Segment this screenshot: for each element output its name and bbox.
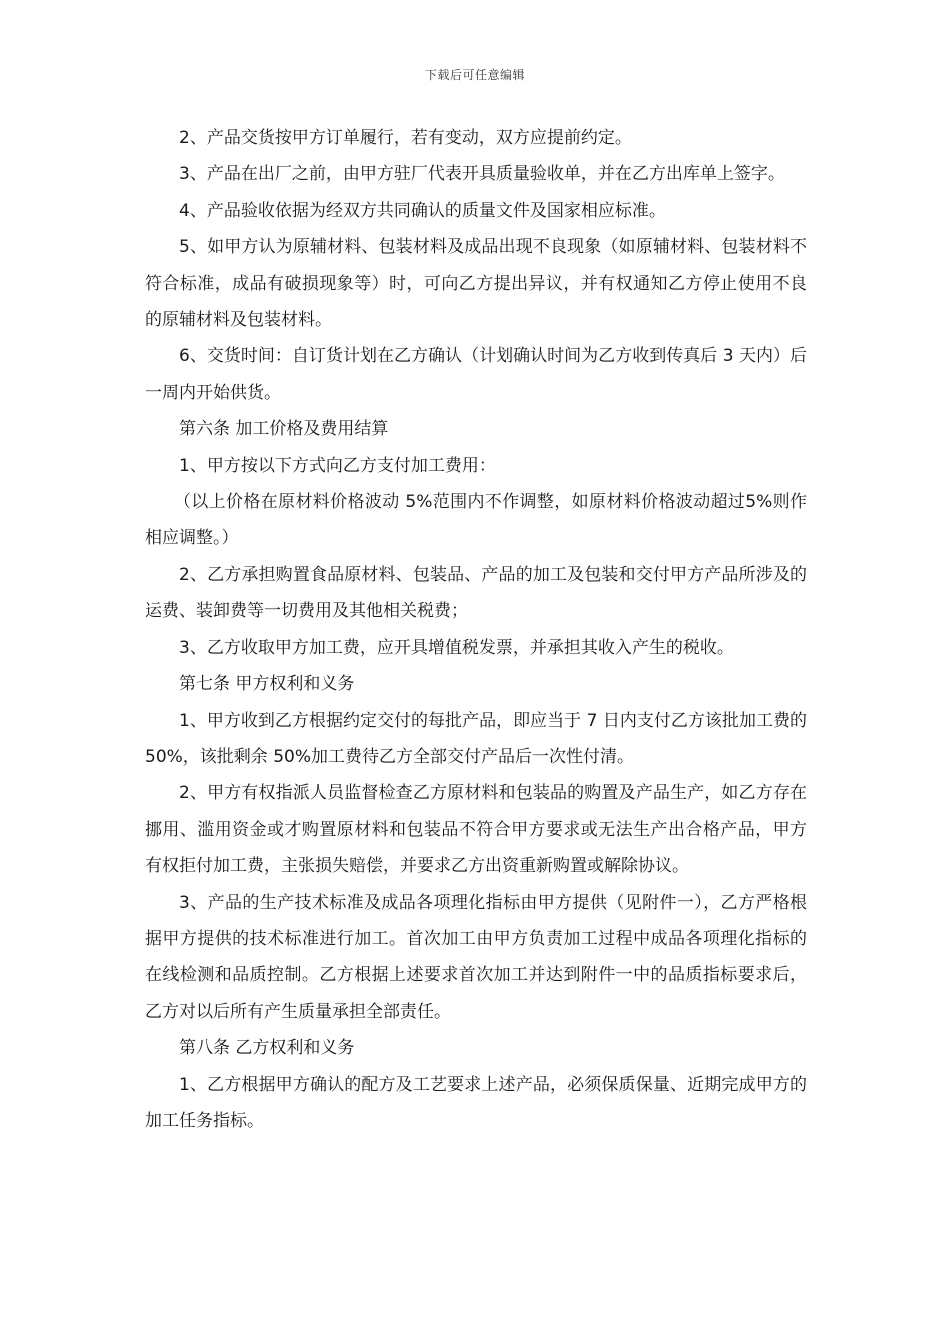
paragraph-supervision-rights: 2、甲方有权指派人员监督检查乙方原材料和包装品的购置及产品生产，如乙方存在挪用、滥用资金或才购置原材料和包装品不符合甲方要求或无法生产出合格产品，甲方有权拒付加工费，主张损失赔偿，并要求乙方出资重新购置或解除协议。 — [145, 783, 807, 877]
paragraph-delivery-time: 6、交货时间：自订货计划在乙方确认（计划确认时间为乙方收到传真后 3 天内）后一周内开始供货。 — [145, 346, 807, 403]
section-heading-article-7: 第七条 甲方权利和义务 — [179, 674, 355, 695]
paragraph-price-adjustment-note: （以上价格在原材料价格波动 5%范围内不作调整，如原材料价格波动超过5%则作相应调整。） — [145, 492, 807, 549]
section-heading-article-6: 第六条 加工价格及费用结算 — [179, 419, 389, 440]
paragraph-acceptance-basis: 4、产品验收依据为经双方共同确认的质量文件及国家相应标准。 — [179, 200, 666, 221]
document-body — [145, 120, 813, 1139]
paragraph-defect-objection: 5、如甲方认为原辅材料、包装材料及成品出现不良现象（如原辅材料、包装材料不符合标准，成品有破损现象等）时，可向乙方提出异议，并有权通知乙方停止使用不良的原辅材料及包装材料。 — [145, 237, 807, 331]
paragraph-technical-standards: 3、产品的生产技术标准及成品各项理化指标由甲方提供（见附件一），乙方严格根据甲方提供的技术标准进行加工。首次加工由甲方负责加工过程中成品各项理化指标的在线检测和品质控制。乙方根据上述要求首次加工并达到附件一中的品质指标要求后，乙方对以后所有产生质量承担全部责任。 — [145, 892, 807, 1022]
paragraph-payment-method: 1、甲方按以下方式向乙方支付加工费用： — [179, 455, 496, 476]
section-heading-article-8: 第八条 乙方权利和义务 — [179, 1038, 355, 1059]
paragraph-production-obligation: 1、乙方根据甲方确认的配方及工艺要求上述产品，必须保质保量、近期完成甲方的加工任务指标。 — [145, 1074, 807, 1131]
paragraph-invoice-tax: 3、乙方收取甲方加工费，应开具增值税发票，并承担其收入产生的税收。 — [179, 637, 734, 658]
paragraph-quality-acceptance: 3、产品在出厂之前，由甲方驻厂代表开具质量验收单，并在乙方出库单上签字。 — [179, 164, 785, 185]
paragraph-batch-payment: 1、甲方收到乙方根据约定交付的每批产品，即应当于 7 日内支付乙方该批加工费的 50%，该批剩余 50%加工费待乙方全部交付产品后一次性付清。 — [145, 710, 813, 767]
paragraph-cost-burden: 2、乙方承担购置食品原材料、包装品、产品的加工及包装和交付甲方产品所涉及的运费、装卸费等一切费用及其他相关税费； — [145, 564, 807, 622]
paragraph-delivery-order: 2、产品交货按甲方订单履行，若有变动，双方应提前约定。 — [179, 128, 632, 148]
page-header: 下载后可任意编辑 — [424, 68, 525, 82]
